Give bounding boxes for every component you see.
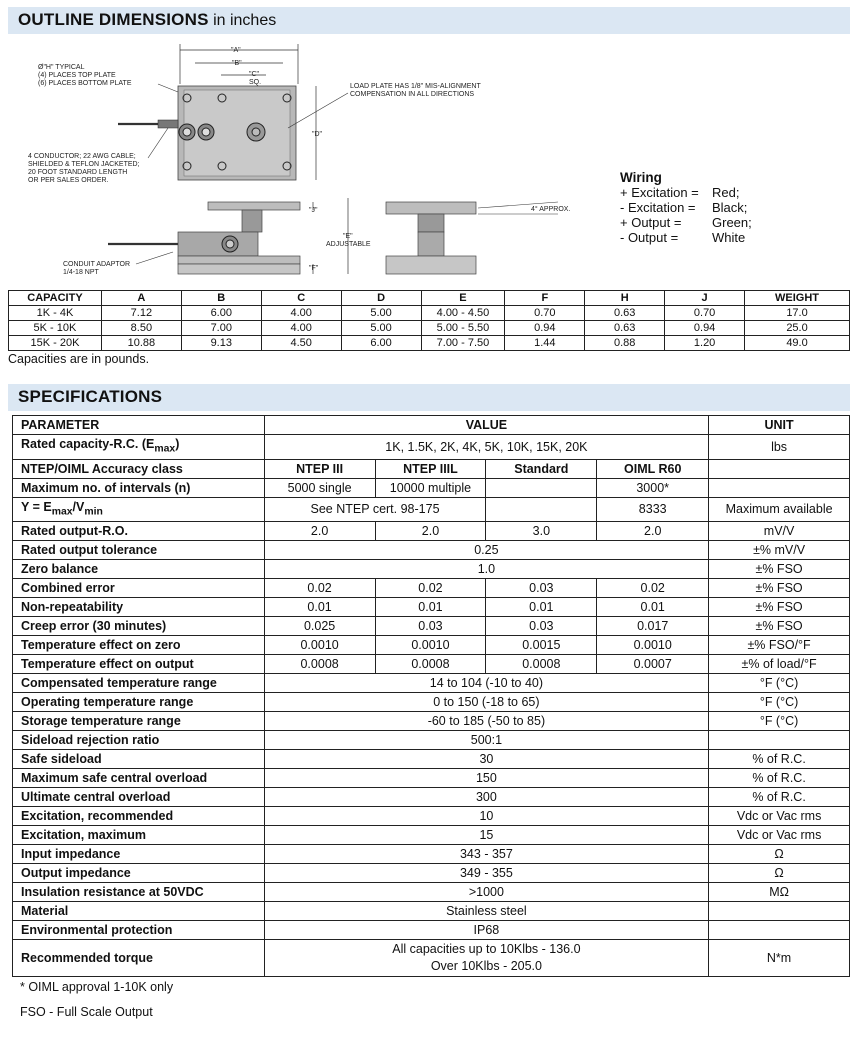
cable-note-2: SHIELDED & TEFLON JACKETED; [28,161,140,168]
spec-value: 30 [264,750,708,769]
table-row [13,674,850,693]
spec-value: 500:1 [264,731,708,750]
dim-header-cell: H [585,291,665,306]
dim-e-label: "E" [343,233,353,240]
wiring-value: Red; [712,185,740,200]
spec-unit: % of R.C. [709,788,850,807]
spec-value: 0.0008 [375,655,486,674]
spec-value [264,940,708,977]
table-row [13,769,850,788]
spec-unit: ±% of load/°F [709,655,850,674]
specifications-title: SPECIFICATIONS [18,387,163,406]
dim-a-label: "A" [231,47,241,54]
table-row [9,321,850,336]
spec-value: 0.0007 [597,655,709,674]
spec-value: 5000 single [264,478,375,497]
spec-param: Maximum safe central overload [13,769,265,788]
spec-header-value: VALUE [264,416,708,435]
table-row [13,598,850,617]
spec-value: 0.01 [597,598,709,617]
spec-value: OIML R60 [597,459,709,478]
spec-unit [709,921,850,940]
torque-line-1: All capacities up to 10Klbs - 136.0 [392,942,581,956]
table-row [13,693,850,712]
spec-unit: mV/V [709,522,850,541]
spec-param: Zero balance [13,560,265,579]
spec-unit: ±% FSO [709,560,850,579]
spec-value: 300 [264,788,708,807]
dim-cell: 9.13 [181,336,261,351]
load-note-1: LOAD PLATE HAS 1/8" MIS-ALIGNMENT [350,83,481,90]
spec-param [13,497,265,522]
dim-cell: 25.0 [745,321,850,336]
spec-value: 349 - 355 [264,864,708,883]
dim-e-adjustable: ADJUSTABLE [326,241,371,248]
y-label-a: Y = E [21,499,52,514]
spec-value: 0.03 [375,617,486,636]
cable-note-4: OR PER SALES ORDER. [28,177,109,184]
spec-header-row [13,416,850,435]
spec-param: Recommended torque [13,940,265,977]
spec-param: Rated output-R.O. [13,522,265,541]
spec-value: 0.0008 [486,655,597,674]
spec-unit: Vdc or Vac rms [709,826,850,845]
spec-param: Safe sideload [13,750,265,769]
dim-cell: 7.12 [101,306,181,321]
dim-cell: 6.00 [341,336,421,351]
spec-value: Standard [486,459,597,478]
spec-param: Compensated temperature range [13,674,265,693]
dim-cell: 1.44 [505,336,585,351]
spec-value: >1000 [264,883,708,902]
dim-cell: 5K - 10K [9,321,102,336]
table-row [13,478,850,497]
dim-cell: 6.00 [181,306,261,321]
torque-line-2: Over 10Klbs - 205.0 [430,959,542,973]
dim-header-cell: J [665,291,745,306]
spec-value: 8333 [597,497,709,522]
footnote-fso: FSO - Full Scale Output [20,1005,153,1019]
spec-unit: °F (°C) [709,712,850,731]
outline-header [8,7,850,34]
spec-value: 0.03 [486,579,597,598]
spec-value: 1.0 [264,560,708,579]
spec-unit: % of R.C. [709,769,850,788]
dim-header-cell: C [261,291,341,306]
specifications-table [12,415,850,977]
table-row [13,921,850,940]
spec-param: Ultimate central overload [13,788,265,807]
spec-unit [709,478,850,497]
spec-value: 0.0010 [375,636,486,655]
table-row [13,902,850,921]
table-row [13,560,850,579]
spec-value: 343 - 357 [264,845,708,864]
cable-note-3: 20 FOOT STANDARD LENGTH [28,169,128,176]
capacity-note: Capacities are in pounds. [8,352,150,366]
spec-value: 3.0 [486,522,597,541]
spec-unit: ±% FSO [709,598,850,617]
spec-param: Temperature effect on zero [13,636,265,655]
spec-param: Output impedance [13,864,265,883]
table-row [9,306,850,321]
spec-unit: Ω [709,864,850,883]
spec-unit [709,459,850,478]
spec-param: Input impedance [13,845,265,864]
wiring-legend [620,170,752,245]
spec-param: Storage temperature range [13,712,265,731]
rated-capacity-label: Rated capacity-R.C. (E [21,437,155,451]
wiring-title: Wiring [620,170,662,185]
dim-header-cell: F [505,291,585,306]
spec-unit: Maximum available [709,497,850,522]
dimensions-header-row [9,291,850,306]
dim-cell: 10.88 [101,336,181,351]
dim-header-cell: CAPACITY [9,291,102,306]
spec-param: Non-repeatability [13,598,265,617]
dim-c-label: "C" [249,71,260,78]
spec-unit: % of R.C. [709,750,850,769]
spec-unit: ±% FSO [709,579,850,598]
spec-param: NTEP/OIML Accuracy class [13,459,265,478]
specifications-header [8,384,850,411]
dim-cell: 0.70 [505,306,585,321]
spec-value: See NTEP cert. 98-175 [264,497,486,522]
dim-cell: 7.00 [181,321,261,336]
table-row [13,788,850,807]
table-row [13,883,850,902]
spec-value: 0.01 [375,598,486,617]
dim-d-label: "D" [312,131,323,138]
wiring-row [620,200,752,215]
wiring-value: Black; [712,200,748,215]
y-label-b: /V [72,499,85,514]
outline-title: OUTLINE DIMENSIONS [18,10,209,29]
spec-value: IP68 [264,921,708,940]
spec-value: 10 [264,807,708,826]
dim-b-label: "B" [232,60,242,67]
dim-cell: 7.00 - 7.50 [421,336,505,351]
spec-param: Sideload rejection ratio [13,731,265,750]
y-sub-a: max [51,506,73,517]
table-row [13,541,850,560]
hole-note-3: (6) PLACES BOTTOM PLATE [38,80,132,87]
spec-unit: ±% FSO/°F [709,636,850,655]
spec-value: NTEP III [264,459,375,478]
spec-value: 0.0010 [597,636,709,655]
dim-cell: 49.0 [745,336,850,351]
spec-value: 10000 multiple [375,478,486,497]
wiring-row [620,230,752,245]
spec-param: Excitation, maximum [13,826,265,845]
wiring-value: Green; [712,215,752,230]
spec-param [13,435,265,460]
spec-unit: ±% mV/V [709,541,850,560]
spec-value: 0.02 [264,579,375,598]
dim-cell: 4.00 - 4.50 [421,306,505,321]
spec-value: 0 to 150 (-18 to 65) [264,693,708,712]
spec-value: Stainless steel [264,902,708,921]
spec-value: 0.025 [264,617,375,636]
dim-f-label: "F" [309,265,319,272]
spec-param: Combined error [13,579,265,598]
spec-param: Creep error (30 minutes) [13,617,265,636]
outline-drawing [8,38,608,286]
spec-header-param: PARAMETER [13,416,265,435]
spec-param: Maximum no. of intervals (n) [13,478,265,497]
spec-unit: lbs [709,435,850,460]
hole-note-2: (4) PLACES TOP PLATE [38,72,116,79]
dim-cell: 0.94 [665,321,745,336]
hole-note-1: Ø"H" TYPICAL [38,64,85,71]
spec-value: 0.0015 [486,636,597,655]
table-row [13,655,850,674]
dim-cell: 5.00 [341,306,421,321]
table-row [13,435,850,460]
spec-value: 15 [264,826,708,845]
spec-unit: ±% FSO [709,617,850,636]
spec-unit: Ω [709,845,850,864]
dim-cell: 0.94 [505,321,585,336]
table-row [13,522,850,541]
spec-unit: N*m [709,940,850,977]
spec-param: Environmental protection [13,921,265,940]
table-row [13,579,850,598]
footnote-oiml: * OIML approval 1-10K only [20,980,174,994]
dim-j-label: "J" [309,207,318,214]
outline-subtitle: in inches [213,12,277,29]
spec-value: 150 [264,769,708,788]
spec-value: 14 to 104 (-10 to 40) [264,674,708,693]
spec-value: 0.02 [597,579,709,598]
spec-unit: °F (°C) [709,674,850,693]
table-row [13,845,850,864]
dim-cell: 4.00 [261,321,341,336]
dim-cell: 4.50 [261,336,341,351]
dim-header-cell: D [341,291,421,306]
spec-value: 3000* [597,478,709,497]
spec-value: 1K, 1.5K, 2K, 4K, 5K, 10K, 15K, 20K [264,435,708,460]
table-row [13,636,850,655]
wiring-key: - Excitation = [620,200,696,215]
spec-param: Rated output tolerance [13,541,265,560]
rated-capacity-sub: max [154,443,176,455]
spec-value: 0.03 [486,617,597,636]
table-row [13,807,850,826]
wiring-key: + Excitation = [620,185,699,200]
y-sub-b: min [84,506,103,517]
spec-param: Excitation, recommended [13,807,265,826]
spec-param: Operating temperature range [13,693,265,712]
table-row [13,459,850,478]
table-row [13,864,850,883]
table-row [13,712,850,731]
table-row [13,940,850,977]
rated-capacity-label-end: ) [175,437,180,451]
load-note-2: COMPENSATION IN ALL DIRECTIONS [350,91,475,98]
spec-value: 2.0 [264,522,375,541]
table-row [13,826,850,845]
table-row [9,336,850,351]
dim-cell: 5.00 - 5.50 [421,321,505,336]
wiring-row [620,215,752,230]
spec-unit: Vdc or Vac rms [709,807,850,826]
spec-value: 0.01 [264,598,375,617]
dim-header-cell: B [181,291,261,306]
dim-cell: 1K - 4K [9,306,102,321]
spec-value [486,478,597,497]
dim-cell: 1.20 [665,336,745,351]
conduit-note-2: 1/4-18 NPT [63,269,99,276]
dimensions-table [8,290,850,351]
approx-label: 4° APPROX. [531,206,571,213]
table-row [13,617,850,636]
spec-unit: °F (°C) [709,693,850,712]
spec-param: Temperature effect on output [13,655,265,674]
spec-value: 0.01 [486,598,597,617]
dim-cell: 0.88 [585,336,665,351]
spec-value: 0.02 [375,579,486,598]
dim-cell: 15K - 20K [9,336,102,351]
dim-cell: 0.63 [585,306,665,321]
wiring-row [620,185,752,200]
spec-value: NTEP IIIL [375,459,486,478]
dim-c-sq-label: SQ. [249,79,262,86]
spec-value: 0.017 [597,617,709,636]
spec-value: 0.0008 [264,655,375,674]
spec-unit [709,902,850,921]
dim-cell: 4.00 [261,306,341,321]
spec-value: 0.0010 [264,636,375,655]
cable-note-1: 4 CONDUCTOR; 22 AWG CABLE; [28,153,136,160]
spec-param: Material [13,902,265,921]
dim-cell: 0.70 [665,306,745,321]
wiring-value: White [712,230,746,245]
spec-value [486,497,597,522]
spec-value: 0.25 [264,541,708,560]
dim-header-cell: WEIGHT [745,291,850,306]
spec-unit [709,731,850,750]
spec-value: -60 to 185 (-50 to 85) [264,712,708,731]
dim-cell: 0.63 [585,321,665,336]
dim-header-cell: A [101,291,181,306]
wiring-key: - Output = [620,230,679,245]
spec-header-unit: UNIT [709,416,850,435]
table-row [13,750,850,769]
spec-value: 2.0 [375,522,486,541]
dim-header-cell: E [421,291,505,306]
dim-cell: 8.50 [101,321,181,336]
table-row [13,497,850,522]
conduit-note-1: CONDUIT ADAPTOR [63,261,131,268]
dim-cell: 5.00 [341,321,421,336]
spec-param: Insulation resistance at 50VDC [13,883,265,902]
dim-cell: 17.0 [745,306,850,321]
table-row [13,731,850,750]
wiring-key: + Output = [620,215,682,230]
spec-value: 2.0 [597,522,709,541]
spec-unit: MΩ [709,883,850,902]
